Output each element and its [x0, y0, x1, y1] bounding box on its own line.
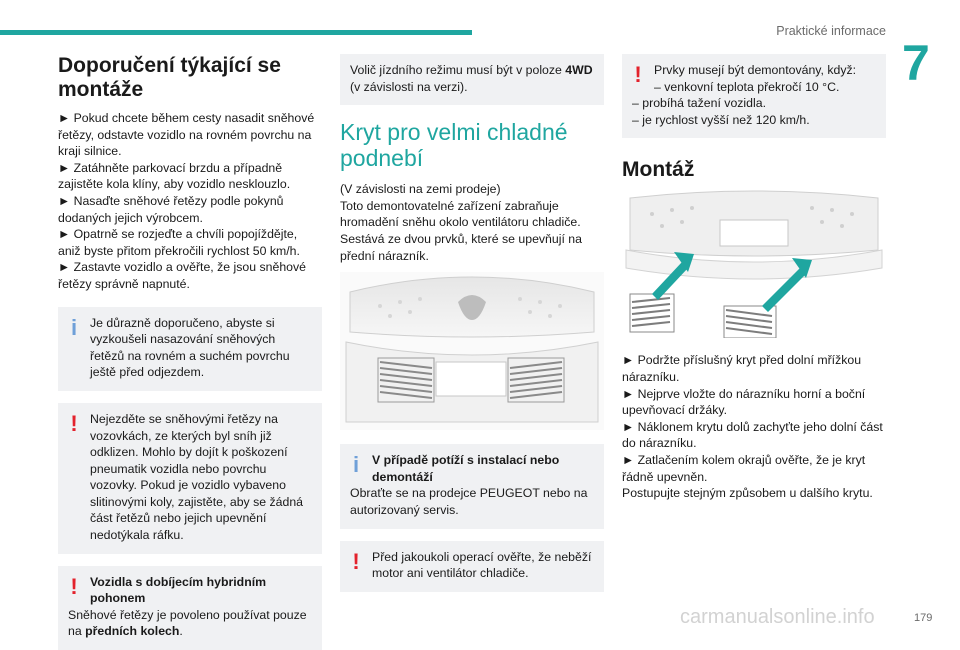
warning-icon: !	[70, 410, 78, 436]
step-line: ► Pokud chcete během cesty nasadit sněhové řetězy, odstavte vozidlo na rovném povrchu na kraji silnice.	[58, 111, 315, 159]
warning-box	[622, 54, 886, 138]
warning-text: Prvky musejí být demontovány, když:	[654, 63, 857, 77]
info-text: Obraťte se na prodejce PEUGEOT nebo na autorizovaný servis.	[350, 486, 588, 517]
info-icon: i	[352, 452, 360, 478]
warning-item: – je rychlost vyšší než 120 km/h.	[632, 112, 810, 127]
info-box	[340, 444, 604, 528]
mounting-steps	[58, 110, 322, 293]
note-box	[340, 54, 604, 105]
warning-icon: !	[352, 548, 360, 574]
info-box	[58, 307, 322, 391]
front-bumper-photo	[340, 272, 604, 430]
warning-text: Nejezděte se sněhovými řetězy na vozovkách, ze kterých byl sníh již odklizen. Mohlo by dojít k poškození pneumatik vozidla nebo povrchu vozovky. Pokud je vozidlo vybaveno slitinovými koly, zajistěte, aby se žádná část řetězů nebo jejich upevnění nedotýkala ráfku.	[90, 411, 304, 543]
warning-item: – venkovní teplota překročí 10 °C.	[654, 79, 840, 94]
step-line: ► Podržte příslušný kryt před dolní mřížkou nárazníku.	[622, 353, 862, 384]
step-line: ► Zatáhněte parkovací brzdu a případně zajistěte kola klíny, aby vozidlo nesklouzlo.	[58, 160, 291, 192]
info-title: V případě potíží s instalací nebo demontáží	[372, 453, 560, 484]
step-line: Postupujte stejným způsobem u dalšího krytu.	[622, 486, 873, 501]
warning-text: Před jakoukoli operací ověřte, že neběží motor ani ventilátor chladiče.	[372, 549, 592, 581]
heading-mounting-recommendations: Doporučení týkající se montáže	[58, 54, 281, 101]
running-header: Praktické informace	[776, 24, 886, 38]
warning-text: Sněhové řetězy je povoleno používat pouze na předních kolech.	[68, 607, 307, 639]
warning-title: Vozidla s dobíjecím hybridním pohonem	[90, 574, 267, 606]
info-icon: i	[70, 314, 78, 340]
column-middle	[340, 54, 604, 592]
note-text: Volič jízdního režimu musí být v poloze 4WD (v závislosti na verzi).	[350, 63, 593, 94]
watermark: carmanualsonline.info	[680, 606, 875, 628]
heading-cold-climate-cover: Kryt pro velmi chladné podnebí	[340, 119, 568, 172]
info-text: Je důrazně doporučeno, abyste si vyzkoušeli nasazování sněhových řetězů na rovném a suchém povrchu ještě před odjezdem.	[90, 315, 290, 380]
chapter-number: 7	[902, 35, 930, 91]
chapter-color-bar	[0, 30, 472, 35]
column-left	[58, 54, 322, 650]
heading-mounting: Montáž	[622, 158, 695, 182]
warning-box	[58, 403, 322, 554]
step-line: ► Nasaďte sněhové řetězy podle pokynů dodaných jejich výrobcem.	[58, 193, 284, 225]
paragraph: (V závislosti na zemi prodeje)	[340, 182, 501, 197]
step-line: ► Zastavte vozidlo a ověřte, že jsou sněhové řetězy správně napnuté.	[58, 260, 306, 291]
warning-box	[340, 541, 604, 592]
step-line: ► Opatrně se rozjeďte a chvíli popojíždějte, aniž byste přitom překročili rychlost 50 km/h.	[58, 227, 300, 258]
warning-icon: !	[70, 573, 78, 599]
warning-item: – probíhá tažení vozidla.	[632, 96, 766, 111]
page-number: 179	[914, 612, 933, 624]
step-line: ► Zatlačením kolem okrajů ověřte, že je kryt řádně upevněn.	[622, 452, 866, 484]
step-line: ► Náklonem krytu dolů zachyťte jeho dolní část do nárazníku.	[622, 419, 883, 451]
warning-icon: !	[634, 62, 642, 87]
mounting-procedure	[622, 352, 886, 501]
column-right	[622, 54, 886, 502]
step-line: ► Nejprve vložte do nárazníku horní a boční upevňovací držáky.	[622, 386, 866, 418]
paragraph: Toto demontovatelné zařízení zabraňuje hromadění sněhu okolo ventilátoru chladiče. Sestává ze dvou prvků, které se upevňují na přední nárazník.	[340, 198, 582, 263]
warning-box-hybrid	[58, 566, 322, 650]
cover-mounting-illustration	[622, 190, 886, 338]
